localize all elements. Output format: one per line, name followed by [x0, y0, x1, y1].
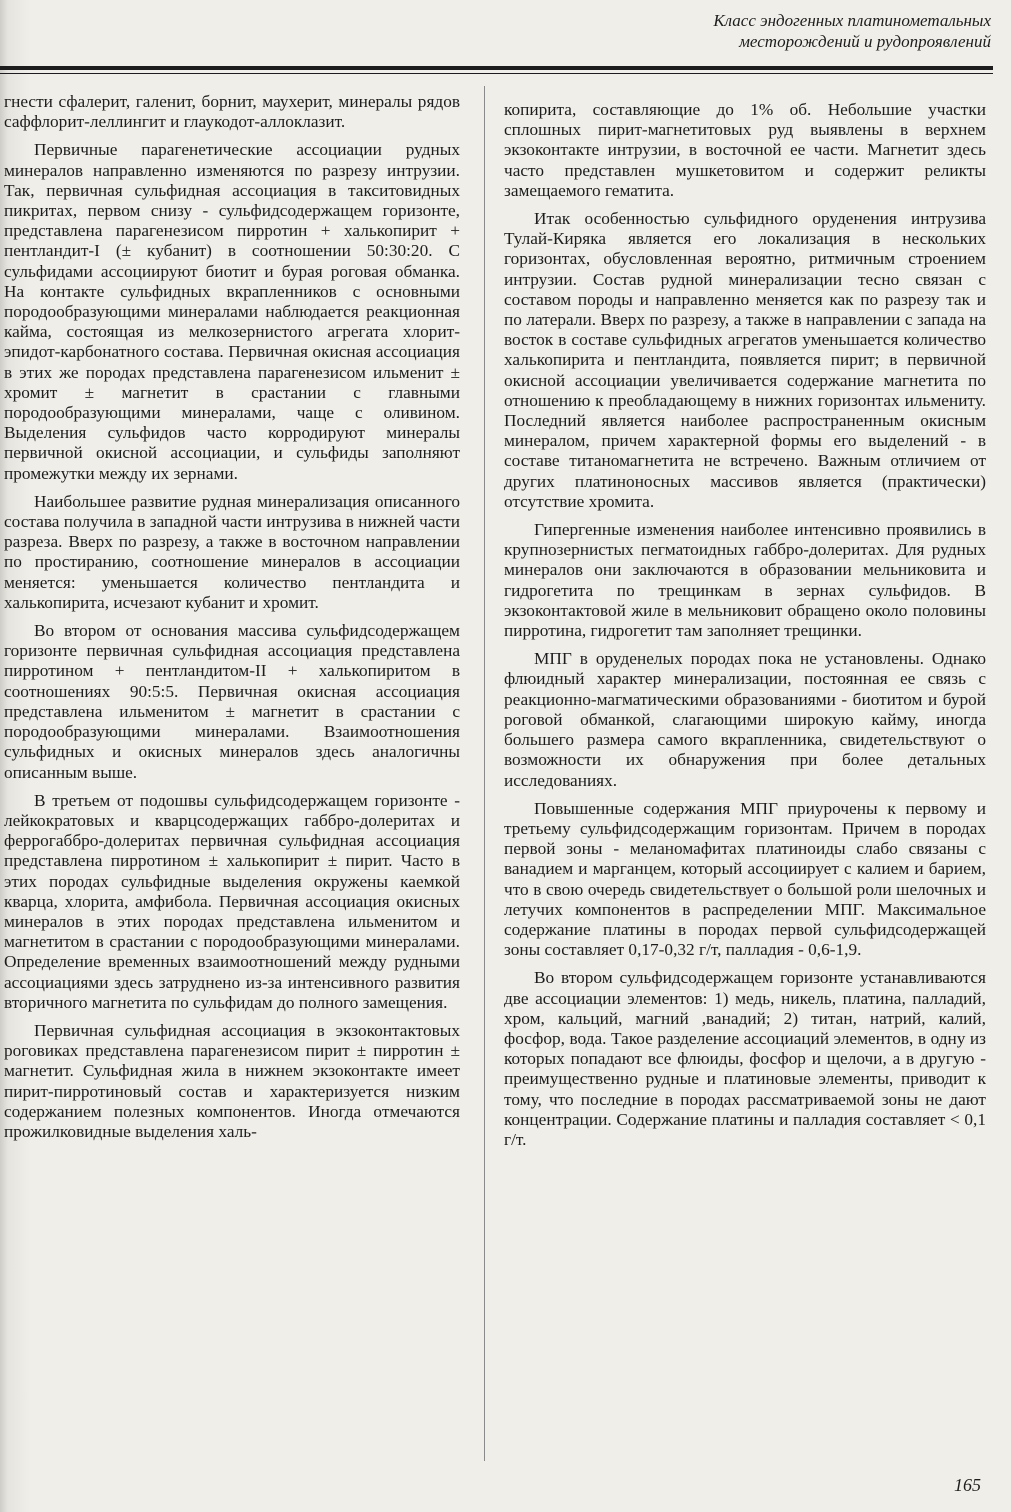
paragraph: Гипергенные изменения наиболее интенсивно проявились в крупнозернистых пегматоидных габбро-долеритах. Для рудных минералов они заключаются в образовании мельниковита и гидрогетита по трещинкам в зернах сульфидов. В экзоконтактовой жиле в мельниковит обращено около половины пирротина, гидрогетит там заполняет трещинки.: [504, 520, 986, 641]
paragraph: Первичная сульфидная ассоциация в экзоконтактовых роговиках представлена парагенезисом пирит ± пирротин ± магнетит. Сульфидная жила в нижнем экзоконтакте имеет пирит-пирротиновый состав и характеризуется низким содержанием полезных компонентов. Иногда отмечаются прожилковидные выделения халь-: [4, 1020, 460, 1141]
left-column: [4, 92, 460, 1150]
paragraph: Во втором от основания массива сульфидсодержащем горизонте первичная сульфидная ассоциация представлена пирротином + пентландитом-II + халькопиритом в соотношениях 90:5:5. Первичная окисная ассоциация представлена ильменитом ± магнетит в срастании с породообразующими минералами. Взаимоотношения сульфидных и окисных минералов здесь аналогичны описанным выше.: [4, 621, 460, 782]
column-divider: [484, 86, 485, 1461]
paragraph: Наибольшее развитие рудная минерализация описанного состава получила в западной части интрузива в нижней части разреза. Вверх по разрезу, а также в восточном направлении по простиранию, соотношение минералов в ассоциации меняется: уменьшается количество пентландита и халькопирита, исчезают кубанит и хромит.: [4, 491, 460, 612]
header-rule-thin: [0, 73, 993, 74]
paragraph: Повышенные содержания МПГ приурочены к первому и третьему сульфидсодержащим горизонтам. Причем в породах первой зоны - меланомафитах платиноиды слабо связаны с ванадием и марганцем, который ассоциирует с калием и барием, что в свою очередь свидетельствует о большой роли шелочных и летучих компонентов в распределении МПГ. Максимальное содержание платины в породах первой сульфидсодержащей зоны составляет 0,17-0,32 г/т, палладия - 0,6-1,9.: [504, 798, 986, 960]
paragraph: копирита, составляющие до 1% об. Небольшие участки сплошных пирит-магнетитовых руд выявлены в верхнем экзоконтакте интрузии, в восточной ее части. Магнетит здесь часто представлен мушкетовитом и содержит реликты замещаемого гематита.: [504, 100, 986, 200]
paragraph: В третьем от подошвы сульфидсодержащем горизонте - лейкократовых и кварцсодержащих габбро-долеритах и феррогаббро-долеритах первичная сульфидная ассоциация представлена пирротином ± халькопирит ± пирит. Часто в этих породах сульфидные выделения окружены каемкой кварца, хлорита, амфибола. Первичная ассоциация окисных минералов в этих породах представлена ильменитом и магнетитом в срастании с породообразующими минералами. Определение временных взаимоотношений между рудными ассоциациями здесь затруднено из-за интенсивного развития вторичного магнетита по сульфидам до полного замещения.: [4, 790, 460, 1012]
page-number: 165: [954, 1475, 981, 1495]
paragraph: Первичные парагенетические ассоциации рудных минералов направленно изменяются по разрезу интрузии. Так, первичная сульфидная ассоциация в такситовидных пикритах, первом снизу - сульфидсодержащем горизонте, представлена парагенезисом пирротин + халькопирит + пентландит-I (± кубанит) в соотношении 50:30:20. С сульфидами ассоциируют биотит и бурая роговая обманка. На контакте сульфидных вкрапленников с основными породообразующими минералами наблюдается реакционная кайма, состоящая из мелкозернистого агрегата хлорит-эпидот-карбонатного состава. Первичная окисная ассоциация в этих же породах представлена парагенезисом ильменит ± хромит ± магнетит в срастании с главными породообразующими минералами, чаще с оливином. Выделения сульфидов часто корродируют минералы первичной окисной ассоциации, и сульфиды заполняют промежутки между их зернами.: [4, 140, 460, 483]
header-line-2: месторождений и рудопроявлений: [739, 32, 991, 51]
right-column: [504, 100, 986, 1158]
running-header: [491, 10, 991, 52]
paragraph: гнести сфалерит, галенит, борнит, маухерит, минералы рядов саффлорит-леллингит и глаукодот-аллоклазит.: [4, 92, 460, 132]
paragraph: Во втором сульфидсодержащем горизонте устанавливаются две ассоциации элементов: 1) медь, никель, платина, палладий, хром, кальций, магний ,ванадий; 2) титан, натрий, калий, фосфор, вода. Такое разделение ассоциаций элементов, в одну из которых попадают все флюиды, фосфор и щелочи, а в другую - преимущественно рудные и платиновые элементы, приводит к тому, что последние в породах рассматриваемой зоны не дают концентрации. Содержание платины и палладия составляет < 0,1 г/т.: [504, 968, 986, 1149]
paragraph: МПГ в оруденелых породах пока не установлены. Однако флюидный характер минерализации, постоянная ее связь с реакционно-магматическими образованиями - биотитом и бурой роговой обманкой, слагающими широкую кайму, иногда большего размера самого вкрапленника, свидетельствуют о возможности их обнаружения при более детальных исследованиях.: [504, 649, 986, 790]
header-line-1: Класс эндогенных платинометальных: [713, 11, 991, 30]
paragraph: Итак особенностью сульфидного оруденения интрузива Тулай-Киряка является его локализация в нескольких горизонтах, обусловленная вероятно, ритмичным строением интрузии. Состав рудной минерализации тесно связан с составом породы и направленно меняется как по разрезу так и по латерали. Вверх по разрезу, а также в направлении с запада на восток в составе сульфидных агрегатов уменьшается количество халькопирита и пентландита, появляется пирит; в первичной окисной ассоциации увеличивается содержание магнетита по отношению к преобладающему в нижних горизонтах ильмениту. Последний является наиболее распространенным окисным минералом, причем характерной формы его выделений - в составе титаномагнетита не встречено. Важным отличием от других платиноносных массивов является (практически) отсутствие хромита.: [504, 209, 986, 511]
header-rule-thick: [0, 66, 993, 70]
